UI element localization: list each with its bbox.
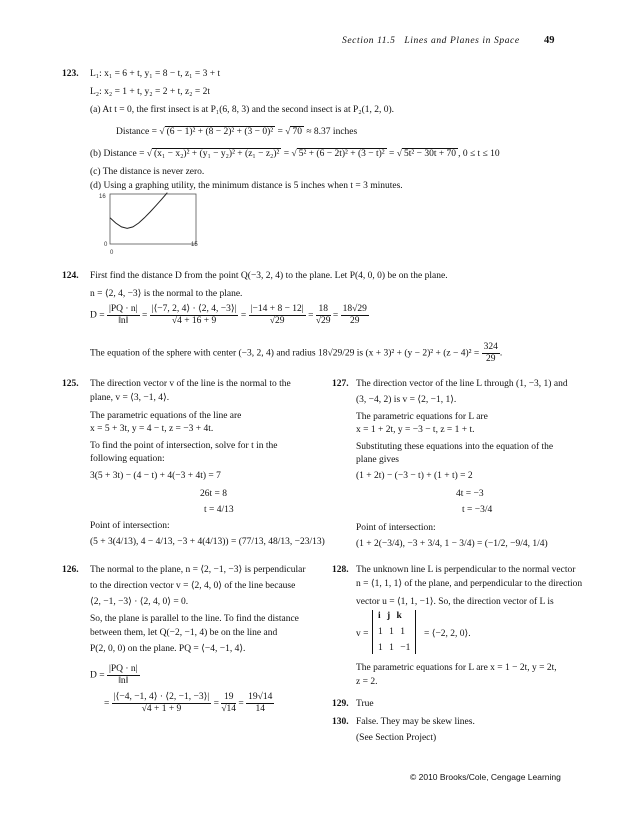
text-line: to the direction vector v = ⟨2, 4, 0⟩ of the line because <box>90 581 296 591</box>
page-number: 49 <box>544 35 555 46</box>
problem-number: 130. <box>332 717 349 727</box>
text-line: vector u = ⟨1, 1, −1⟩. So, the direction vector of L is <box>356 597 554 607</box>
text-line: between them, let Q(−2, −1, 4) be on the line and <box>90 628 278 638</box>
line-l2: L₂: x₂ = 1 + t, y₂ = 2 + t, z₂ = 2t <box>90 87 210 97</box>
part-a: (a) At t = 0, the first insect is at P₁(6, 8, 3) and the second insect is at P₂(1, 2, 0). <box>90 105 395 115</box>
text-line: The normal to the plane, n = ⟨2, −1, −3⟩ is perpendicular <box>90 565 306 575</box>
distance-label: Distance = <box>116 127 157 137</box>
text-line: So, the plane is parallel to the line. To find the distance <box>90 614 299 624</box>
problem-number: 127. <box>332 379 349 389</box>
graph-frame <box>110 194 196 244</box>
line-l1: L₁: x₁ = 6 + t, y₁ = 8 − t, z₁ = 3 + t <box>90 69 221 79</box>
text-line: z = 2. <box>356 677 378 687</box>
p124-D: D = <box>90 310 105 321</box>
p124-distance: D = $\frac{|PQ \cdot n|}{‖n‖}$ = $\frac{|⟨-7, 2, 4⟩ \cdot ⟨2, 4, -3⟩|}{√4 + 16 + 9}$ = $\frac{|-14 + 8 - 12|}{√29}$ = $\frac{18}{√29}$ = $\frac{18√29}{29}$ <box>90 304 367 326</box>
text-line: To find the point of intersection, solve for t in the <box>90 441 278 451</box>
answer-text: True <box>356 699 374 709</box>
text-line: n = ⟨1, 1, 1⟩ of the plane, and perpendicular to the direction <box>356 579 583 589</box>
p126-distance <box>90 664 140 687</box>
equation-line: t = −3/4 <box>462 505 493 515</box>
text-line: The parametric equations for L are <box>356 412 488 422</box>
part-c: (c) The distance is never zero. <box>90 167 205 177</box>
fraction: $\frac{18}{√29}$ <box>315 304 331 326</box>
equals: = <box>277 127 286 137</box>
distance-graph <box>96 188 206 258</box>
text-line: The parametric equations for L are x = 1 − 2t, y = 2t, <box>356 663 557 673</box>
problem-number: 124. <box>62 271 79 281</box>
part-b-radicand-1: (x₁ − x₂)² + (y₁ − y₂)² + (z₁ − z₂)² <box>154 149 280 159</box>
text-line: The parametric equations of the line are <box>90 411 242 421</box>
x-min-label: 0 <box>110 250 114 256</box>
matrix-row: i j k <box>378 611 402 621</box>
equation-line: 4t = −3 <box>456 489 484 499</box>
y-max-label: 16 <box>99 194 106 200</box>
v-label: v = <box>356 629 369 639</box>
problem-number: 126. <box>62 565 79 575</box>
text-line: plane, v = ⟨3, −1, 4⟩. <box>90 393 170 403</box>
problem-number: 125. <box>62 379 79 389</box>
fraction: $\frac{324}{29}$ <box>483 342 498 364</box>
distance-formula: Distance = √ (6 − 1)² + (8 − 2)² + (3 − 0)² = √ 70 ≈ 8.37 inches <box>116 127 358 137</box>
equation-line: t = 4/13 <box>204 505 234 515</box>
p124-normal: n = ⟨2, 4, −3⟩ is the normal to the plane. <box>90 289 243 299</box>
distance-approx: ≈ 8.37 inches <box>306 127 358 137</box>
part-b-domain: , 0 ≤ t ≤ 10 <box>458 149 500 159</box>
copyright-footer: © 2010 Brooks/Cole, Cengage Learning <box>410 772 561 782</box>
cross-product-result: = ⟨−2, 2, 0⟩. <box>424 629 471 639</box>
part-b-radicand-2: 5² + (6 − 2t)² + (3 − t)² <box>298 149 385 159</box>
part-b-radicand-3: 5t² − 30t + 70 <box>403 149 457 159</box>
text-line: x = 1 + 2t, y = −3 − t, z = 1 + t. <box>356 425 475 435</box>
p126-D: D = <box>90 670 105 681</box>
text-line: x = 5 + 3t, y = 4 − t, z = −3 + 4t. <box>90 424 214 434</box>
fraction: $\frac{|-14 + 8 - 12|}{√29}$ <box>250 304 304 326</box>
part-d: (d) Using a graphing utility, the minimum distance is 5 inches when t = 3 minutes. <box>90 181 403 191</box>
section-title: Lines and Planes in Space <box>404 36 520 46</box>
text-line: Point of intersection: <box>356 523 436 533</box>
fraction: $\frac{|PQ \cdot n|}{‖n‖}$ <box>108 664 138 686</box>
section-number: Section 11.5 <box>342 36 396 46</box>
p126-distance-2: = $\frac{|⟨-4, -1, 4⟩ \cdot ⟨2, -1, -3⟩|}{√4 + 1 + 9}$ = $\frac{19}{√14}$ = $\frac{19√14}{14}$ <box>104 692 273 714</box>
equation-line: 26t = 8 <box>200 489 227 499</box>
y-min-label: 0 <box>104 242 108 248</box>
text-line: The direction vector of the line L through (1, −3, 1) and <box>356 379 568 389</box>
fraction: $\frac{|⟨-7, 2, 4⟩ \cdot ⟨2, 4, -3⟩|}{√4 + 16 + 9}$ <box>151 304 237 326</box>
matrix-row: 1 1 −1 <box>378 643 411 653</box>
section-header <box>342 36 520 46</box>
x-max-label: 15 <box>191 242 198 248</box>
text-line: The unknown line L is perpendicular to the normal vector <box>356 565 576 575</box>
distance-curve <box>110 193 167 229</box>
equation-line: 3(5 + 3t) − (4 − t) + 4(−3 + 4t) = 7 <box>90 471 221 481</box>
part-b-label: (b) Distance = <box>90 149 145 159</box>
text-line: ⟨2, −1, −3⟩ · ⟨2, 4, 0⟩ = 0. <box>90 597 189 607</box>
fraction: $\frac{19}{√14}$ <box>221 692 237 714</box>
p124-sphere: The equation of the sphere with center (−3, 2, 4) and radius 18√29/29 is (x + 3)² + (y − 2)² + (z − 4)² = $\frac{324}{29}$ . <box>90 342 503 364</box>
p124-intro: First find the distance D from the point Q(−3, 2, 4) to the plane. Let P(4, 0, 0) be on the plane. <box>90 271 448 281</box>
text-line: plane gives <box>356 455 400 465</box>
equation-line: (1 + 2t) − (−3 − t) + (1 + t) = 2 <box>356 471 473 481</box>
problem-number: 129. <box>332 699 349 709</box>
part-b: (b) Distance = √ (x₁ − x₂)² + (y₁ − y₂)² + (z₁ − z₂)² = √ 5² + (6 − 2t)² + (3 − t)² = √ 5t² − 30t + 70 , 0 ≤ t ≤ 10 <box>90 149 500 159</box>
fraction: $\frac{19√14}{14}$ <box>248 692 273 714</box>
matrix-row: 1 1 1 <box>378 627 405 637</box>
determinant-matrix <box>372 610 416 654</box>
problem-number: 128. <box>332 565 349 575</box>
text-line: Point of intersection: <box>90 521 170 531</box>
text-line: Substituting these equations into the equation of the <box>356 442 554 452</box>
sphere-text: The equation of the sphere with center (−3, 2, 4) and radius 18√29/29 is (x + 3)² + (y − 2)² + (z − 4)² = <box>90 348 480 359</box>
text-line: following equation: <box>90 454 165 464</box>
intersection-point: (1 + 2(−3/4), −3 + 3/4, 1 − 3/4) = (−1/2, −9/4, 1/4) <box>356 539 548 549</box>
fraction: $\frac{|⟨-4, -1, 4⟩ \cdot ⟨2, -1, -3⟩|}{√4 + 1 + 9}$ <box>113 692 210 714</box>
intersection-point: (5 + 3(4/13), 4 − 4/13, −3 + 4(4/13)) = (77/13, 48/13, −23/13) <box>90 537 325 547</box>
problem-number: 123. <box>62 69 79 79</box>
fraction: $\frac{18√29}{29}$ <box>342 304 367 326</box>
text-line: P(2, 0, 0) on the plane. PQ = ⟨−4, −1, 4⟩. <box>90 644 246 654</box>
distance-value: 70 <box>292 127 302 137</box>
distance-radicand: (6 − 1)² + (8 − 2)² + (3 − 0)² <box>166 127 274 137</box>
text-line: The direction vector v of the line is the normal to the <box>90 379 291 389</box>
answer-note: (See Section Project) <box>356 733 437 743</box>
answer-text: False. They may be skew lines. <box>356 717 475 727</box>
fraction: $\frac{|PQ \cdot n|}{‖n‖}$ <box>108 304 138 326</box>
text-line: (3, −4, 2) is v = ⟨2, −1, 1⟩. <box>356 395 457 405</box>
